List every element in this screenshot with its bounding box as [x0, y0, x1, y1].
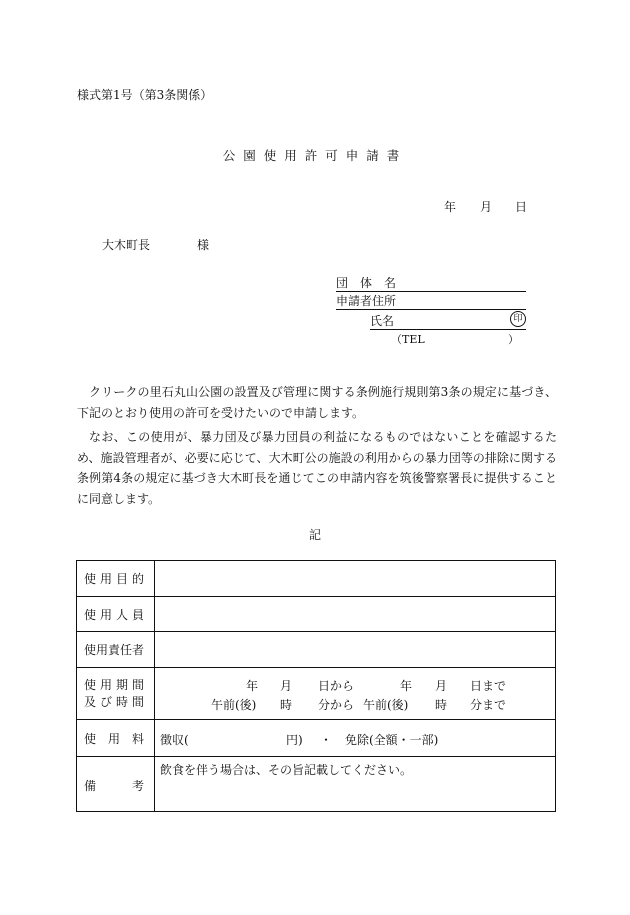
responsible-label: 使用責任者: [77, 632, 155, 668]
date-month: 月: [480, 200, 493, 214]
people-label: 使用人員: [77, 597, 155, 632]
usage-table: [76, 560, 556, 812]
start-year: 年: [246, 679, 259, 693]
remarks-label: [77, 757, 155, 812]
start-day: 日から: [318, 679, 355, 693]
remarks-label-1: 備: [84, 779, 97, 793]
applicant-name-label: 氏名: [370, 314, 395, 328]
remarks-label-2: 考: [132, 779, 145, 793]
tel-open: （TEL: [391, 333, 425, 346]
form-number: 様式第1号（第3条関係）: [77, 88, 213, 102]
purpose-field[interactable]: [155, 561, 556, 597]
ki-heading: 記: [308, 528, 321, 542]
end-ampm: 午前(後): [363, 698, 409, 712]
row-period: [77, 668, 556, 720]
seal-mark: 印: [510, 311, 526, 327]
fee-collect: 徴収(: [160, 733, 189, 747]
end-minute: 分まで: [470, 698, 507, 712]
fee-label: 使 用 料: [77, 720, 155, 757]
end-month: 月: [435, 679, 448, 693]
tel-close: ）: [508, 333, 519, 346]
fee-exempt: 免除(全額・一部): [345, 733, 439, 747]
row-purpose: [77, 561, 556, 597]
group-name-label: 団 体 名: [336, 276, 397, 290]
end-year: 年: [400, 679, 413, 693]
purpose-label: 使用目的: [77, 561, 155, 597]
group-name-field[interactable]: [336, 274, 526, 292]
end-hour: 時: [435, 698, 448, 712]
start-ampm: 午前(後): [211, 698, 257, 712]
period-label-line1: 使用期間: [84, 677, 149, 692]
end-day: 日まで: [470, 679, 507, 693]
fee-yen: 円): [286, 733, 303, 747]
period-field[interactable]: [155, 668, 556, 720]
page-title: 公園使用許可申請書: [222, 148, 408, 163]
start-month: 月: [280, 679, 293, 693]
people-field[interactable]: [155, 597, 556, 632]
fee-field[interactable]: [155, 720, 556, 757]
applicant-address-field[interactable]: [336, 292, 526, 310]
row-fee: [77, 720, 556, 757]
period-label: [77, 668, 155, 720]
start-minute: 分から: [318, 698, 355, 712]
row-people: [77, 597, 556, 632]
date-day: 日: [515, 200, 528, 214]
responsible-field[interactable]: [155, 632, 556, 668]
row-responsible: [77, 632, 556, 668]
date-year: 年: [444, 200, 457, 214]
applicant-address-label: 申請者住所: [336, 294, 397, 308]
start-hour: 時: [280, 698, 293, 712]
fee-separator: ・: [320, 733, 333, 747]
remarks-field[interactable]: [155, 757, 556, 812]
period-label-line2: 及び時間: [84, 694, 149, 709]
addressee-honorific: 様: [197, 238, 210, 252]
remarks-note: 飲食を伴う場合は、その旨記載してください。: [160, 763, 413, 777]
paragraph-consent: なお、この使用が、暴力団及び暴力団員の利益になるものではないことを確認するため、施設管理者が、必要に応じて、大木町公の施設の利用からの暴力団等の排除に関する条例第4条の規定に基づき大木町長を通じてこの申請内容を筑後警察署長に提供することに同意します。: [77, 430, 557, 506]
row-remarks: [77, 757, 556, 812]
addressee: 大木町長: [102, 238, 151, 252]
applicant-name-field[interactable]: [370, 312, 526, 330]
paragraph-request: クリークの里石丸山公園の設置及び管理に関する条例施行規則第3条の規定に基づき、下記のとおり使用の許可を受けたいので申請します。: [77, 385, 557, 420]
